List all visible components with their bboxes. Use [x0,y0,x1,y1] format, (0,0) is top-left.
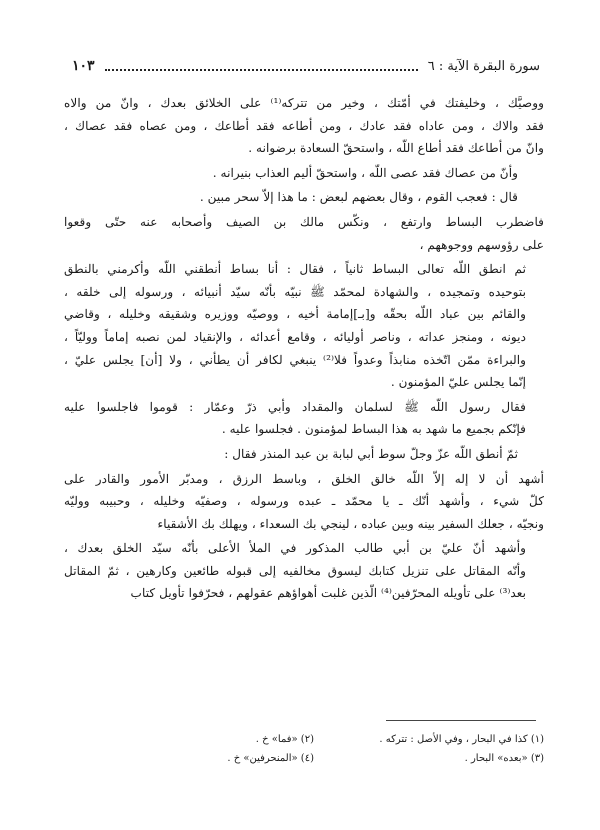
paragraph [64,258,544,394]
text-line: ونجيّه ، جعلك السفير بينه وبين عباده ، لينجي بك السعداء ، ويهلك بك الأشقياء [157,516,544,531]
paragraph [64,186,544,209]
paragraph [64,162,544,185]
text-line: بعد⁽³⁾ على تأويله المحرّفين⁽⁴⁾ الّذين غلبت أهواؤهم عقولهم ، فحرّفوا تأويل كتاب [130,586,526,601]
text-line: فإنّكم بجميع ما شهد به هذا البساط لمؤمنون . فجلسوا عليه . [221,422,526,437]
text-line: فاضطرب البساط وارتفع ، ونكّس مالك بن الصيف وأصحابه عنه حتّى وقعوا [64,214,544,229]
text-line: ثم انطق اللّه تعالى البساط ثانياً ، فقال : أنا بساط أنطقني اللّه وأكرمني بالنطق [64,262,526,277]
footnote: (٣) «بعده» البحار . [464,753,544,764]
header-dotted-leader [105,61,418,71]
text-line: فقد والاك ، ومن عاداه فقد عادك ، ومن أطاعه فقد أطاعك ، ومن عصاه فقد عصاك ، [64,118,544,133]
text-line: أشهد أن لا إله إلاّ اللّه خالق الخلق ، وباسط الرزق ، ومدبّر الأمور والقادر على [64,471,544,486]
footnote: (١) كذا في البحار ، وفي الأصل : تتركه . [379,734,544,745]
footnote-row [64,730,544,749]
paragraph [64,396,544,441]
footnote: (٢) «فما» خ . [255,734,314,745]
text-line: إنّما يجلس عليّ المؤمنون . [390,375,526,390]
text-line: ديونه ، ومنجز عداته ، وناصر أوليائه ، وقامع أعدائه ، والإنقياد لمن نصبه إماماً ووليّاً ، [64,329,526,344]
text-line: ثمّ أنطق اللّه عزّ وجلّ سوط أبي لبابة بن عبد المنذر فقال : [224,446,518,461]
text-line: قال : فعجب القوم ، وقال بعضهم لبعض : ما هذا إلاّ سحر مبين . [199,190,518,205]
footnote-separator [386,720,536,721]
footnote: (٤) «المنحرفين» خ . [227,753,314,764]
text-line: والقائم بين عباد اللّه بحقّه و[بـ]إمامة أخيه ، ووصيّه ووزيره وشقيقه وخليله ، وقاضي [64,307,526,322]
text-line: على رؤوسهم ووجوههم ، [419,237,544,252]
text-line: وأنّه المقاتل على تنزيل كتابك ليسوق مخالفيه إلى قبوله طائعين وكارهين ، ثمّ المقاتل [64,563,526,578]
text-line: وأنّ من عصاك فقد عصى اللّه ، واستحقّ أليم العذاب بنيرانه . [212,165,518,180]
page-number: ١٠٣ [72,58,95,74]
paragraph [64,443,544,466]
text-line: بتوحيده وتمجيده ، والشهادة لمحمّد ﷺ نبيّه بأنّه سيّد أنبيائه ، ورسوله إلى خلقه ، [64,284,526,299]
body-text [64,92,544,607]
running-header [72,55,540,77]
paragraph [64,211,544,256]
text-line: فقال رسول اللّه ﷺ لسلمان والمقداد وأبي ذرّ وعمّار : قوموا فاجلسوا عليه [64,399,526,414]
header-title: سورة البقرة الآية : ٦ [427,58,540,74]
text-line: وانّ من أطاعك فقد أطاع اللّه ، واستحقّ السعادة برضوانه . [248,141,544,156]
text-line: وأشهد أنّ عليّ بن أبي طالب المذكور في الملأ الأعلى بأنّه سيّد الخلق بعدك ، [64,541,526,556]
paragraph [64,537,544,605]
text-line: ووصيَّك ، وخليفتك في أمّتك ، وخير من تتركه⁽¹⁾ على الخلائق بعدك ، وانّ من والاه [64,96,544,110]
text-line: كلّ شيء ، وأشهد أنّك ـ يا محمّد ـ عبده ورسوله ، وصفيّه وخليله ، وحبيبه ووليّه [64,494,544,509]
paragraph [64,468,544,536]
footnotes [64,730,544,768]
paragraph [64,92,544,160]
footnote-row [64,749,544,768]
text-line: والبراءة ممّن اتّخذه منابذاً وعدواً فلا⁽²⁾ ينبغي لكافر أن يطأني ، ولا [أن] يجلس عليّ ، [64,352,526,367]
